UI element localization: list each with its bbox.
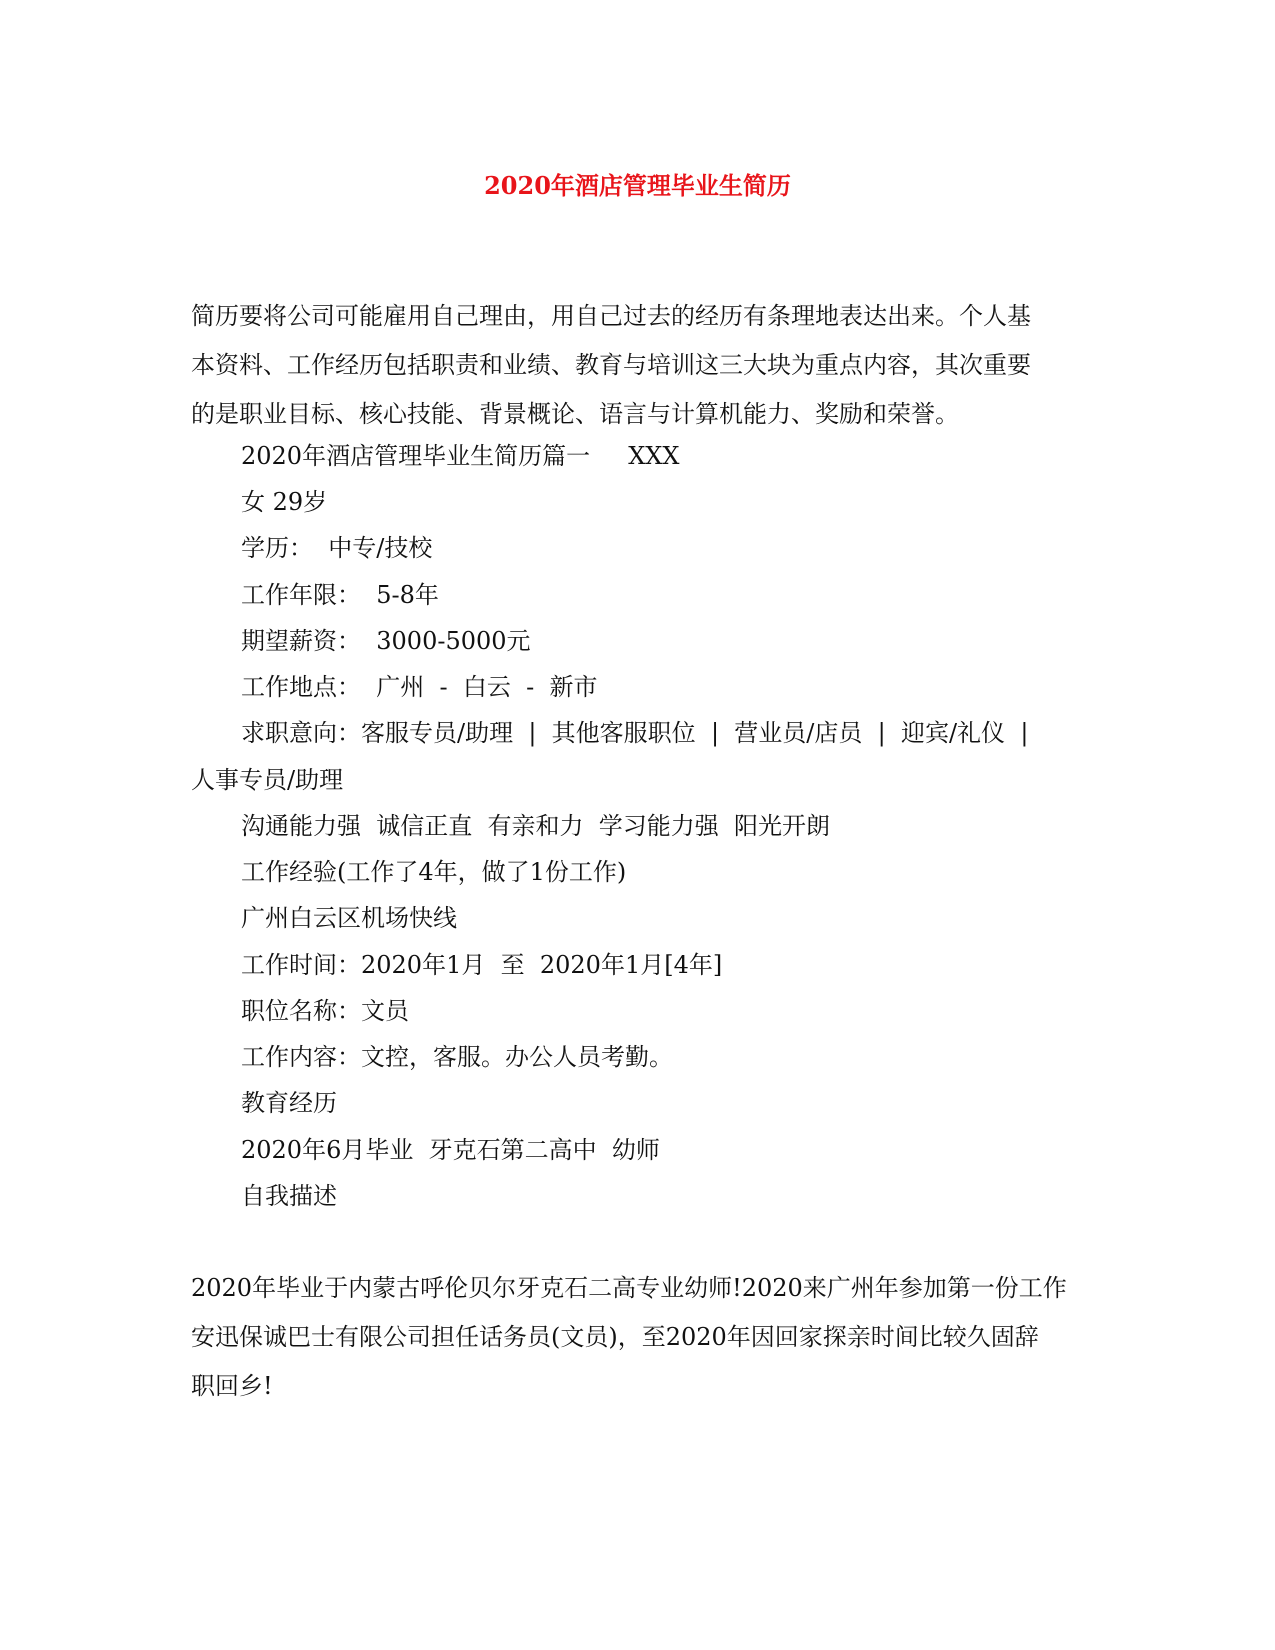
company-name: 广州白云区机场快线 (241, 904, 457, 932)
intro-paragraph (191, 292, 1071, 439)
self-description-heading: 自我描述 (241, 1182, 337, 1210)
document-title: 2020年酒店管理毕业生简历 (484, 171, 791, 200)
education-level: 学历： 中专/技校 (241, 534, 433, 562)
self-description-paragraph (191, 1264, 1071, 1411)
education-detail: 2020年6月毕业 牙克石第二高中 幼师 (241, 1136, 660, 1164)
personal-traits: 沟通能力强 诚信正直 有亲和力 学习能力强 阳光开朗 (241, 812, 831, 840)
self-description-line: 2020年毕业于内蒙古呼伦贝尔牙克石二高专业幼师!2020来广州年参加第一份工作 (191, 1274, 1067, 1302)
education-heading: 教育经历 (241, 1089, 337, 1117)
resume-heading: 2020年酒店管理毕业生简历篇一 XXX (241, 442, 680, 470)
intro-line: 的是职业目标、核心技能、背景概论、语言与计算机能力、奖励和荣誉。 (191, 400, 959, 428)
work-location: 工作地点： 广州 - 白云 - 新市 (241, 673, 598, 701)
work-time: 工作时间：2020年1月 至 2020年1月[4年] (241, 951, 723, 979)
experience-heading: 工作经验(工作了4年，做了1份工作) (241, 858, 627, 886)
intro-line: 本资料、工作经历包括职责和业绩、教育与培训这三大块为重点内容，其次重要 (191, 351, 1031, 379)
self-description-line: 安迅保诚巴士有限公司担任话务员(文员)，至2020年因回家探亲时间比较久固辞 (191, 1323, 1039, 1351)
expected-salary: 期望薪资： 3000-5000元 (241, 627, 531, 655)
job-intent: 求职意向：客服专员/助理 | 其他客服职位 | 营业员/店员 | 迎宾/礼仪 | (241, 719, 1029, 747)
work-years: 工作年限： 5-8年 (241, 581, 439, 609)
intro-line: 简历要将公司可能雇用自己理由，用自己过去的经历有条理地表达出来。个人基 (191, 302, 1031, 330)
position-name: 职位名称：文员 (241, 997, 409, 1025)
gender-age: 女 29岁 (241, 488, 328, 516)
work-content: 工作内容：文控，客服。办公人员考勤。 (241, 1043, 673, 1071)
self-description-line: 职回乡! (191, 1372, 273, 1400)
job-intent-continued: 人事专员/助理 (191, 766, 344, 794)
